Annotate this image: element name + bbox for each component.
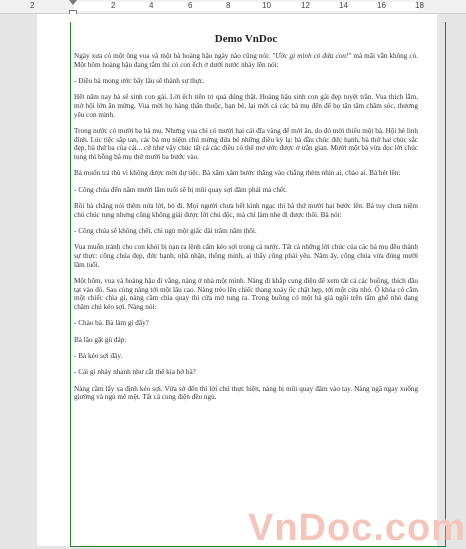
paragraph: Ngày xưa có một ông vua và một bà hoàng hậu ngày nào cũng nói: "Ước gì mình có đứa con!" mà mãi vẫn không có. Một hôm hoàng hậu đang tắm thì có con ếch ở dưới nước nhảy lên nói: [74, 52, 418, 69]
paragraph: - Bà kéo sợi đây. [74, 352, 123, 360]
ruler-number: 6 [188, 1, 193, 10]
vndoc-watermark-logo: VnDoc.com [248, 507, 466, 549]
paragraph: Bà muốn trả thù vì không được mời dự tiệc. Bà xăm xăm bước thẳng vào chẳng thèm nhìn ai, chào ai. Bà hét lên: [74, 169, 401, 178]
paragraph: Nàng cầm lấy xa định kéo sợi. Vừa sờ đến thì lời chú thực hiện, nàng bị mũi quay đâm vào tay. Nàng ngã ngay xuống giường và ngủ mê mệt. Tất cả cung điện đều ngủ. [74, 384, 418, 402]
ruler-number: 4 [149, 1, 154, 10]
ruler-number: 14 [339, 1, 348, 10]
paragraph: Một hôm, vua và hoàng hậu đi vắng, nàng ở nhà một mình. Nàng đi khắp cung điện để xem tất cả các buồng, thích đâu tạt vào đó. Sau cùng nàng tới một lâu cao. Nàng trèo lên chiếc thang xoáy ốc chật hẹp, tới một cửa nhỏ. Ổ khóa có cắm một chiếc chìa gỉ, nàng cầm chìa quay thì cửa mở tung ra. Trong buồng có một bà già ngồi trên tấm ghế nhỏ đang chăm chú kéo sợi. Nàng nói: [74, 277, 418, 312]
ruler-number: 10 [262, 1, 271, 10]
paragraph: - Cái gì nhảy nhanh như cắt thế kia hở bà? [74, 368, 196, 377]
paragraph: - Điều bà mong ước bấy lâu sẽ thành sự thực. [74, 77, 205, 85]
ruler-number: 8 [226, 1, 231, 10]
paragraph: Hết năm nay bà sẽ sinh con gái. Lời ếch tiên tri quả đúng thật. Hoàng hậu sinh con gái đẹp tuyệt trần. Vua thích lắm, mở hội lớn ăn mừng. Vua mời họ hàng thân thuộc, bạn bè, lại mời cả các bà mụ đến để họ tận tâm chăm sóc, thương yêu con mình. [74, 93, 418, 119]
paragraph: - Công chúa sẽ không chết, chỉ ngủ một giấc dài trăm năm thôi. [74, 227, 257, 235]
ruler-active-area [74, 2, 418, 11]
paragraph: - Chào bà. Bà làm gì đấy? [74, 319, 149, 328]
document-body[interactable] [74, 32, 418, 410]
ruler-number: 2 [30, 1, 35, 10]
document-title: Demo VnDoc [214, 33, 278, 45]
ruler-number: 16 [377, 1, 386, 10]
paragraph: Rồi bà chẳng nói thêm nửa lời, bỏ đi. Mọi người chưa hết kinh ngạc thì bà thứ mười hai bước lên. Bà tuy chưa niệm chú chúc tụng nhưng cũng không giải được lời chú độc, mà chỉ làm nhẹ đi được thôi. Bà nói: [74, 202, 418, 219]
paragraph: Trong nước có mười ba bà mụ. Nhưng vua chỉ có mười hai cái đĩa vàng để mời ăn, do đó mời thiếu một bà. Hội hè linh đình. Lúc tiệc sắp tan, các bà mụ niệm chú mừng đứa bé những điều kỳ lạ: bà đầu chúc đức hạnh, bà thứ hai chúc sắc đẹp, bà thứ ba của cải... cứ như vậy chúc tất cả các điều có thể mơ ước được ở trần gian. Mười một bà vừa đọc lời chúc tụng thì bỗng bà mụ thứ mười ba bước vào. [74, 127, 418, 162]
first-line-indent-marker[interactable] [69, 0, 77, 5]
document-page[interactable] [37, 14, 437, 546]
ruler-number: 18 [415, 1, 424, 10]
ruler-number: 2 [111, 1, 116, 10]
paragraph: Bà lão gật gù đáp: [74, 335, 127, 344]
paragraph: Vua muốn tránh cho con khỏi bị nạn ra lệnh cấm kéo sợi trong cả nước. Tất cả những lời chúc của các bà mụ đều thành sự thực: công chúa đẹp, đức hạnh, nhã nhặn, thông minh, ai thấy cũng phải yêu. Năm ấy, công chúa vừa đúng mười lăm tuổi. [74, 243, 418, 269]
ruler-number: 12 [301, 1, 310, 10]
quote: "Ước gì mình có đứa con!" [272, 52, 352, 60]
paragraph: - Công chúa đến năm mười lăm tuổi sẽ bị mũi quay sợi đâm phải mà chết. [74, 185, 287, 194]
